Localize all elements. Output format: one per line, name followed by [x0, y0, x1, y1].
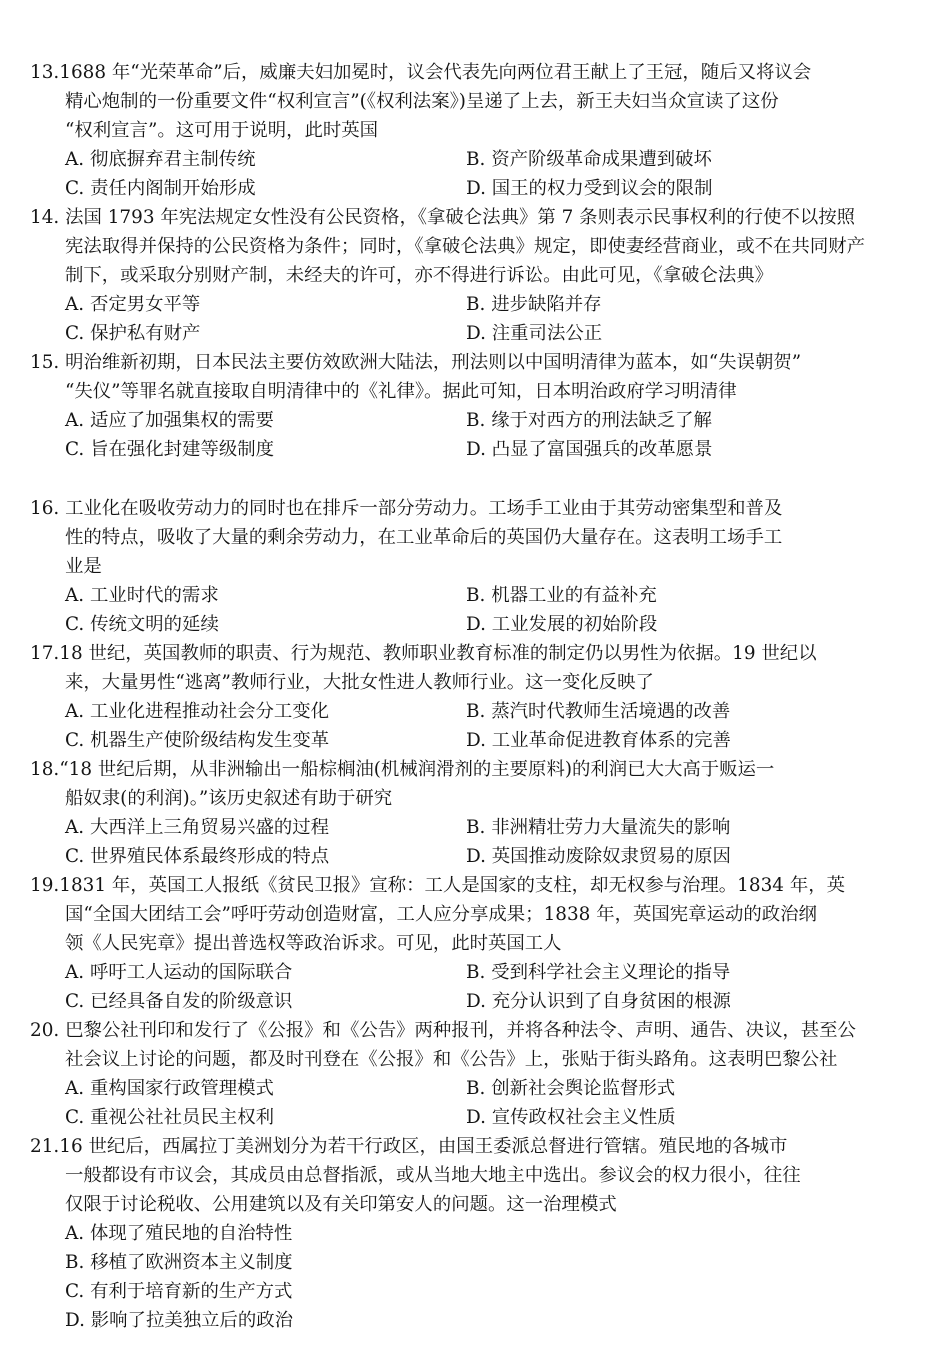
- option-c[interactable]: C. 责任内阁制开始形成: [65, 178, 256, 199]
- option-d[interactable]: D. 凸显了富国强兵的改革愿景: [466, 439, 713, 460]
- option-d[interactable]: D. 英国推动废除奴隶贸易的原因: [466, 846, 731, 867]
- question-stem-line: 仅限于讨论税收、公用建筑以及有关印第安人的问题。这一治理模式: [65, 1194, 617, 1215]
- question-stem-line: 精心炮制的一份重要文件“权利宣言”(《权利法案》)呈递了上去，新王夫妇当众宣读了这份: [65, 91, 779, 112]
- option-a[interactable]: A. 否定男女平等: [65, 294, 201, 315]
- option-b[interactable]: B. 非洲精壮劳力大量流失的影响: [466, 817, 731, 838]
- option-d[interactable]: D. 注重司法公正: [466, 323, 603, 344]
- question-stem-line: 18.“18 世纪后期，从非洲输出一船棕榈油(机械润滑剂的主要原料)的利润已大大高于贩运一: [30, 759, 775, 780]
- question-stem-line: 船奴隶(的利润)。”该历史叙述有助于研究: [65, 788, 393, 809]
- option-b[interactable]: B. 蒸汽时代教师生活境遇的改善: [466, 701, 731, 722]
- option-a[interactable]: A. 体现了殖民地的自治特性: [65, 1223, 293, 1244]
- question-stem-line: “权利宣言”。这可用于说明，此时英国: [65, 120, 379, 141]
- option-b[interactable]: B. 移植了欧洲资本主义制度: [65, 1252, 293, 1273]
- option-a[interactable]: A. 彻底摒弃君主制传统: [65, 149, 256, 170]
- question-stem-line: “失仪”等罪名就直接取自明清律中的《礼律》。据此可知，日本明治政府学习明清律: [65, 381, 737, 402]
- option-c[interactable]: C. 保护私有财产: [65, 323, 201, 344]
- option-c[interactable]: C. 重视公社社员民主权利: [65, 1107, 275, 1128]
- question-stem-line: 17.18 世纪，英国教师的职责、行为规范、教师职业教育标准的制定仍以男性为依据。19 世纪以: [30, 643, 817, 664]
- option-a[interactable]: A. 大西洋上三角贸易兴盛的过程: [65, 817, 330, 838]
- question-stem-line: 宪法取得并保持的公民资格为条件；同时，《拿破仑法典》规定，即使妻经营商业，或不在共同财产: [65, 236, 865, 257]
- question-stem-line: 来，大量男性“逃离”教师行业，大批女性进人教师行业。这一变化反映了: [65, 672, 654, 693]
- question-stem-line: 20. 巴黎公社刊印和发行了《公报》和《公告》两种报刊，并将各种法令、声明、通告、决议，甚至公: [30, 1020, 856, 1041]
- option-c[interactable]: C. 机器生产使阶级结构发生变革: [65, 730, 330, 751]
- question-stem-line: 社会议上讨论的问题，都及时刊登在《公报》和《公告》上，张贴于街头路角。这表明巴黎公社: [65, 1049, 838, 1070]
- option-d[interactable]: D. 影响了拉美独立后的政治: [65, 1310, 294, 1331]
- question-stem-line: 13.1688 年“光荣革命”后，威廉夫妇加冕时，议会代表先向两位君王献上了王冠，随后又将议会: [30, 62, 812, 83]
- option-d[interactable]: D. 宣传政权社会主义性质: [466, 1107, 676, 1128]
- question-stem-line: 制下，或采取分别财产制，未经夫的许可，亦不得进行诉讼。由此可见，《拿破仑法典》: [65, 265, 774, 286]
- option-c[interactable]: C. 旨在强化封建等级制度: [65, 439, 275, 460]
- question-stem-line: 国“全国大团结工会”呼吁劳动创造财富，工人应分享成果；1838 年，英国宪章运动的政治纲: [65, 904, 817, 925]
- option-c[interactable]: C. 世界殖民体系最终形成的特点: [65, 846, 330, 867]
- question-stem-line: 性的特点，吸收了大量的剩余劳动力，在工业革命后的英国仍大量存在。这表明工场手工: [65, 527, 783, 548]
- option-b[interactable]: B. 缘于对西方的刑法缺乏了解: [466, 410, 712, 431]
- option-b[interactable]: B. 受到科学社会主义理论的指导: [466, 962, 731, 983]
- question-stem-line: 业是: [65, 556, 102, 577]
- question-stem-line: 16. 工业化在吸收劳动力的同时也在排斥一部分劳动力。工场手工业由于其劳动密集型和普及: [30, 498, 783, 519]
- question-stem-line: 21.16 世纪后，西属拉丁美洲划分为若干行政区，由国王委派总督进行管辖。殖民地的各城市: [30, 1136, 788, 1157]
- option-a[interactable]: A. 工业时代的需求: [65, 585, 219, 606]
- option-a[interactable]: A. 适应了加强集权的需要: [65, 410, 274, 431]
- question-stem-line: 领《人民宪章》提出普选权等政治诉求。可见，此时英国工人: [65, 933, 562, 954]
- question-stem-line: 15. 明治维新初期，日本民法主要仿效欧洲大陆法，刑法则以中国明清律为蓝本，如“失误朝贺”: [30, 352, 802, 373]
- option-d[interactable]: D. 工业革命促进教育体系的完善: [466, 730, 731, 751]
- option-c[interactable]: C. 有利于培育新的生产方式: [65, 1281, 293, 1302]
- option-b[interactable]: B. 进步缺陷并存: [466, 294, 602, 315]
- question-stem-line: 19.1831 年，英国工人报纸《贫民卫报》宣称：工人是国家的支柱，却无权参与治理。1834 年，英: [30, 875, 845, 896]
- option-b[interactable]: B. 机器工业的有益补充: [466, 585, 657, 606]
- question-stem-line: 14. 法国 1793 年宪法规定女性没有公民资格，《拿破仑法典》第 7 条则表示民事权利的行使不以按照: [30, 207, 856, 228]
- option-d[interactable]: D. 充分认识到了自身贫困的根源: [466, 991, 731, 1012]
- option-b[interactable]: B. 创新社会舆论监督形式: [466, 1078, 676, 1099]
- option-c[interactable]: C. 已经具备自发的阶级意识: [65, 991, 293, 1012]
- option-a[interactable]: A. 呼吁工人运动的国际联合: [65, 962, 293, 983]
- option-d[interactable]: D. 国王的权力受到议会的限制: [466, 178, 713, 199]
- option-b[interactable]: B. 资产阶级革命成果遭到破坏: [466, 149, 712, 170]
- option-d[interactable]: D. 工业发展的初始阶段: [466, 614, 658, 635]
- question-stem-line: 一般都设有市议会，其成员由总督指派，或从当地大地主中选出。参议会的权力很小，往往: [65, 1165, 801, 1186]
- option-a[interactable]: A. 重构国家行政管理模式: [65, 1078, 274, 1099]
- option-c[interactable]: C. 传统文明的延续: [65, 614, 219, 635]
- option-a[interactable]: A. 工业化进程推动社会分工变化: [65, 701, 330, 722]
